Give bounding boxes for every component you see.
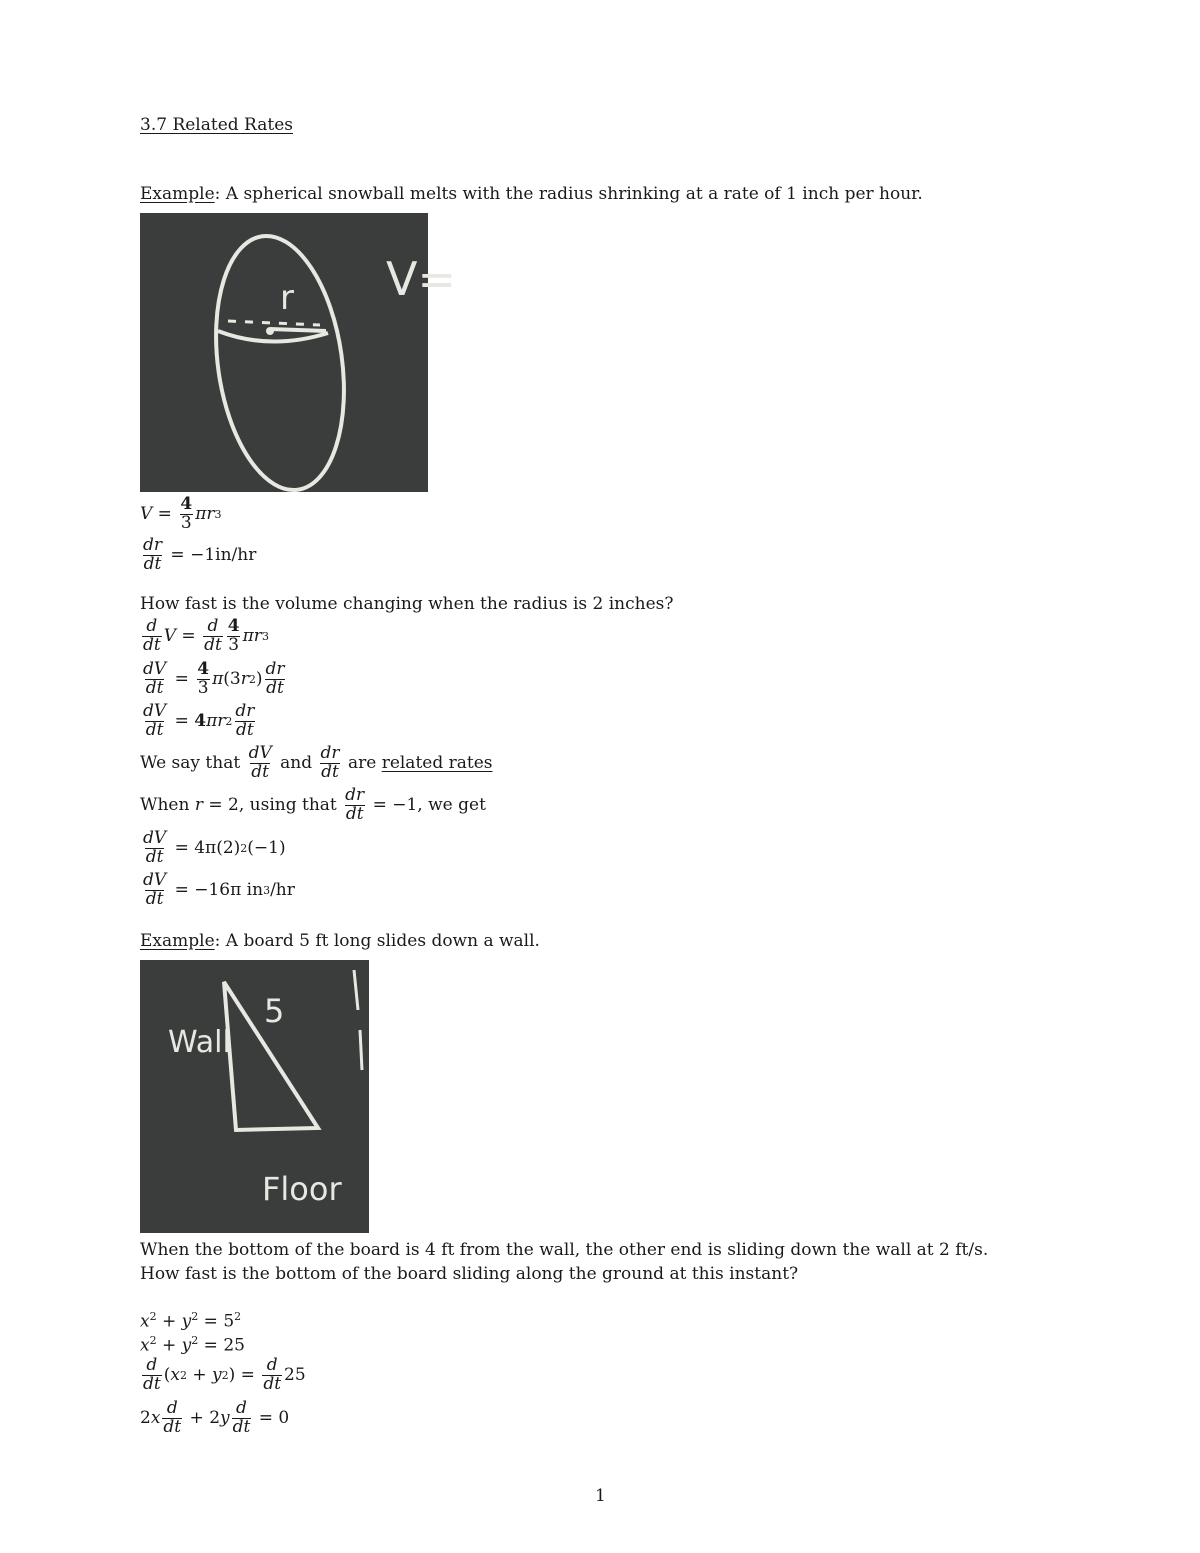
pythagoras-eq-1: $x^2 + y^2 = 5^2$	[140, 1310, 242, 1332]
label-floor: Floor	[262, 1170, 342, 1208]
question-1: How fast is the volume changing when the radius is 2 inches?	[140, 594, 674, 614]
ladder-photo	[140, 960, 369, 1233]
label-wall: Wall	[168, 1025, 231, 1060]
related-rates-statement: We say that $\frac{dV}{dt}$ and $\frac{dr}{dt}$ are related rates	[140, 743, 493, 782]
pythagoras-eq-4: 2 x $\frac{d}{dt}$ + 2 y $\frac{d}{dt}$ = 0	[140, 1398, 290, 1437]
example1-statement	[140, 184, 923, 204]
result-step-1: $\frac{dV}{dt}$ = 4π(2) 2 (−1)	[143, 828, 286, 867]
problem-line-1: When the bottom of the board is 4 ft from the wall, the other end is sliding down the wall at 2 ft/s.	[140, 1240, 989, 1260]
related-rates-term: related rates	[381, 753, 493, 774]
example2-text: : A board 5 ft long slides down a wall.	[214, 931, 540, 951]
example2-statement	[140, 931, 540, 951]
page-number: 1	[595, 1486, 606, 1506]
derivative-step-1: $\frac{d}{dt}$ V = $\frac{d}{dt}$ $\frac{4}{3}$ πr 3	[143, 616, 269, 655]
pythagoras-eq-2: $x^2 + y^2 = 25$	[140, 1334, 245, 1356]
derivative-step-2: $\frac{dV}{dt}$ = $\frac{4}{3}$ π (3 r 2 ) $\frac{dr}{dt}$	[143, 659, 285, 698]
pythagoras-eq-3: $\frac{d}{dt}$ ( x 2 + y 2 ) = $\frac{d}{dt}$ 25	[143, 1355, 306, 1394]
label-v: V=	[386, 252, 457, 306]
example-label-2: Example	[140, 931, 215, 951]
label-r: r	[280, 278, 294, 318]
example1-text: : A spherical snowball melts with the radius shrinking at a rate of 1 inch per hour.	[214, 184, 923, 204]
label-five: 5	[264, 992, 285, 1030]
derivative-step-3: $\frac{dV}{dt}$ = 4 πr 2 $\frac{dr}{dt}$	[143, 701, 255, 740]
result-step-2: $\frac{dV}{dt}$ = −16π in 3 /hr	[143, 870, 295, 909]
section-title: 3.7 Related Rates	[140, 115, 293, 135]
when-statement: When r = 2, using that $\frac{dr}{dt}$ = −1, we get	[140, 785, 486, 824]
problem-line-2: How fast is the bottom of the board sliding along the ground at this instant?	[140, 1264, 799, 1284]
volume-formula: V = $\frac{4}{3}$ πr 3	[140, 494, 222, 533]
example-label: Example	[140, 184, 215, 204]
snowball-photo	[140, 213, 457, 492]
radius-rate: $\frac{dr}{dt}$ = −1in/hr	[143, 535, 257, 574]
